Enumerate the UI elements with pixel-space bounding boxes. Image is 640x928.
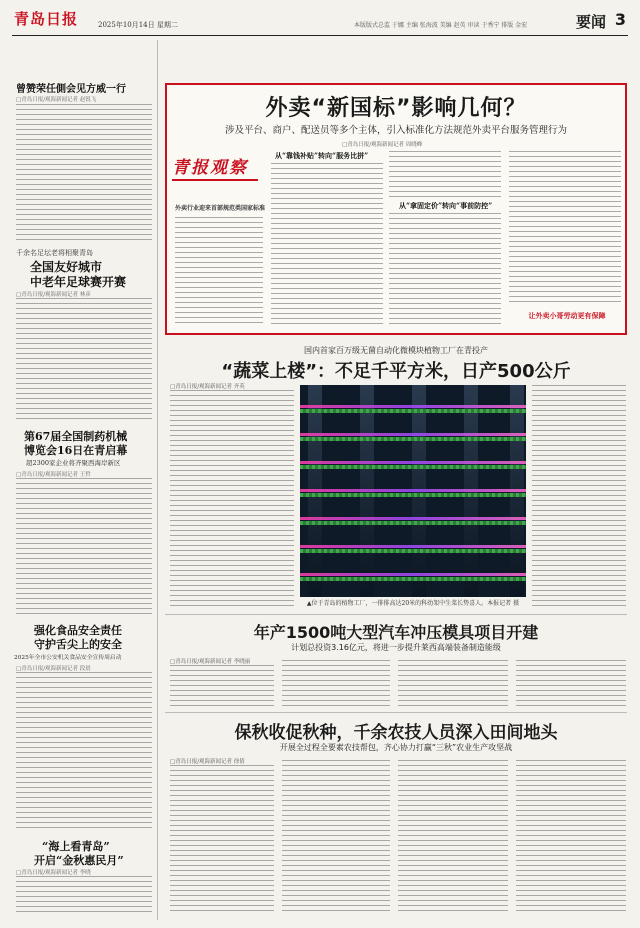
veg-byline: □青岛日报/观海新闻记者 齐英 bbox=[170, 384, 245, 390]
article-4-title-line1[interactable]: 强化食品安全责任 bbox=[34, 624, 122, 637]
article-1-body bbox=[16, 104, 152, 242]
article-3-title-line2[interactable]: 博览会16日在青启幕 bbox=[24, 444, 128, 457]
featured-article bbox=[165, 83, 627, 335]
article-2-title-line1[interactable]: 全国友好城市 bbox=[30, 260, 103, 274]
stamping-body-1 bbox=[170, 665, 274, 707]
featured-intro: 外卖行业迎来首部规范类国家标准 bbox=[175, 205, 266, 212]
article-4-body bbox=[16, 672, 152, 832]
article-3-subtitle: 超2300家企业将齐聚西海岸新区 bbox=[26, 459, 121, 467]
featured-heading-3: 让外卖小哥劳动更有保障 bbox=[528, 311, 606, 320]
article-4-subtitle: 2025年全市公安机关食品安全宣传周启动 bbox=[14, 655, 122, 661]
harvest-title[interactable]: 保秋收促秋种，千余农技人员深入田间地头 bbox=[234, 723, 558, 743]
harvest-body-4 bbox=[516, 760, 626, 915]
featured-heading-1: 从“靠钱补贴”转向“服务比拼” bbox=[275, 151, 369, 160]
harvest-body-1 bbox=[170, 765, 274, 915]
staff-credits: 本版版式总监 于娜 主编 张海波 美编 赵英 审读 于秀宁 排版 金宏 bbox=[354, 22, 528, 29]
column-name: 青报观察 bbox=[172, 153, 248, 178]
featured-byline: □青岛日报/观海新闻记者 周晓峰 bbox=[342, 142, 423, 148]
divider bbox=[165, 614, 627, 615]
intro-body bbox=[175, 217, 263, 327]
harvest-body-2 bbox=[282, 760, 390, 915]
article-2-title-line2[interactable]: 中老年足球赛开赛 bbox=[30, 275, 127, 289]
stamping-body-4 bbox=[516, 660, 626, 707]
page-number: 3 bbox=[614, 10, 626, 29]
left-column bbox=[12, 40, 158, 920]
article-3-title-line1[interactable]: 第67届全国制药机械 bbox=[24, 430, 128, 443]
stamping-body-3 bbox=[398, 660, 508, 707]
featured-col-2-body-a bbox=[389, 151, 501, 197]
featured-col-1-body bbox=[271, 163, 383, 327]
article-5-title-line1[interactable]: “海上看青岛” bbox=[42, 840, 110, 853]
veg-col-1-body bbox=[170, 390, 294, 608]
divider bbox=[165, 712, 627, 713]
issue-date: 2025年10月14日 星期二 bbox=[98, 21, 178, 29]
newspaper-logo: 青岛日报 bbox=[14, 10, 79, 28]
stamping-body-2 bbox=[282, 660, 390, 707]
article-5-byline: □青岛日报/观海新闻记者 李晓 bbox=[16, 870, 91, 876]
article-3-body bbox=[16, 478, 152, 616]
column-badge bbox=[172, 147, 264, 203]
stamping-byline: □青岛日报/观海新闻记者 李晓丽 bbox=[170, 659, 251, 665]
stamping-title[interactable]: 年产1500吨大型汽车冲压模具项目开建 bbox=[253, 623, 539, 642]
plant-factory-photo bbox=[300, 385, 526, 597]
article-4-title-line2[interactable]: 守护舌尖上的安全 bbox=[34, 638, 122, 651]
harvest-subtitle: 开展全过程全要素农技帮包，齐心协力打赢“三秋”农业生产攻坚战 bbox=[279, 743, 513, 752]
article-5-body bbox=[16, 876, 152, 916]
featured-col-3-body bbox=[509, 151, 621, 305]
veg-kicker: 国内首家百万级无菌自动化微模块植物工厂在青投产 bbox=[304, 346, 488, 355]
featured-col-2-body-b bbox=[389, 213, 501, 327]
section-name: 要闻 bbox=[575, 13, 606, 31]
article-2-body bbox=[16, 298, 152, 422]
article-4-byline: □青岛日报/观海新闻记者 段晨 bbox=[16, 666, 91, 672]
featured-title[interactable]: 外卖“新国标”影响几何？ bbox=[265, 96, 527, 121]
harvest-byline: □青岛日报/观海新闻记者 徐倩 bbox=[170, 759, 245, 765]
article-3-byline: □青岛日报/观海新闻记者 王哲 bbox=[16, 472, 91, 478]
harvest-body-3 bbox=[398, 760, 508, 915]
article-1-title[interactable]: 曾赞荣任側会见方威一行 bbox=[16, 84, 126, 95]
photo-caption: ▲位于青岛的植物工厂，一排排高达20米的科幼架中生菜长势喜人。本报记者 摄 bbox=[306, 600, 520, 607]
veg-col-3-body bbox=[532, 385, 626, 608]
stamping-subtitle: 计划总投资3.16亿元，将进一步提升莱西高端装备制造能级 bbox=[291, 643, 501, 652]
veg-title[interactable]: “蔬菜上楼”：不足千平方米，日产500公斤 bbox=[221, 361, 571, 382]
article-1-byline: □青岛日报/观海新闻记者 赵锐飞 bbox=[16, 97, 97, 103]
featured-heading-2: 从“拿固定价”转向“事前防控” bbox=[399, 201, 493, 210]
featured-subtitle: 涉及平台、商户、配送员等多个主体，引入标准化方法规范外卖平台服务管理行为 bbox=[224, 125, 567, 136]
article-5-title-line2[interactable]: 开启“金秋惠民月” bbox=[34, 854, 124, 867]
article-2-byline: □青岛日报/观海新闻记者 林彦 bbox=[16, 292, 91, 298]
article-2-kicker: 千余名足坛老将相聚青岛 bbox=[16, 249, 93, 257]
masthead bbox=[12, 4, 628, 36]
